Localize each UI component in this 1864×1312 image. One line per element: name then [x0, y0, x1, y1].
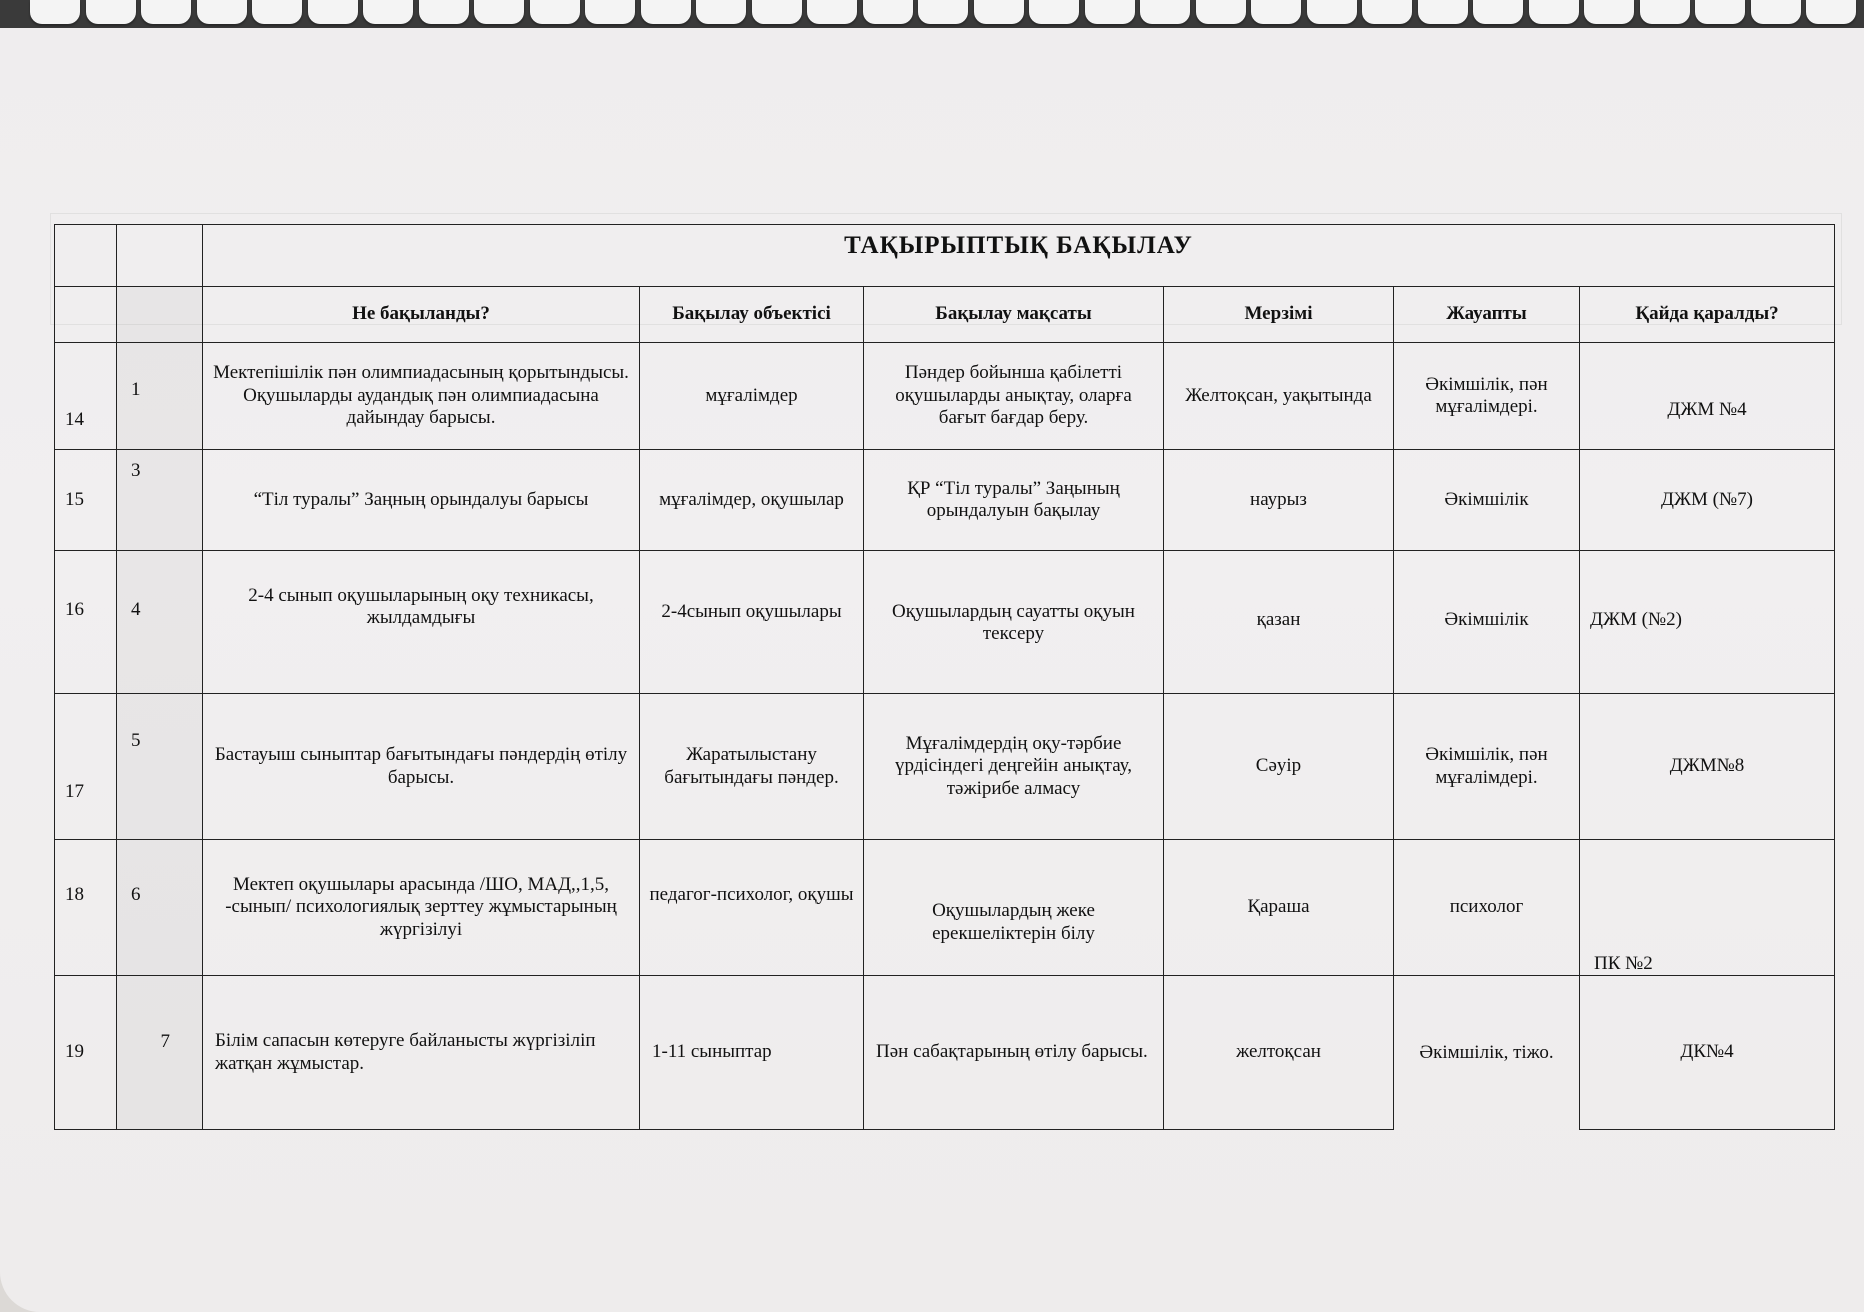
- binding-ring: [1751, 0, 1801, 24]
- binding-ring: [641, 0, 691, 24]
- table-row: [55, 840, 1835, 976]
- row-what: Білім сапасын көтеруге байланысты жүргізіліп жатқан жұмыстар.: [203, 976, 640, 1130]
- row-where: ДЖМ №4: [1580, 343, 1835, 450]
- header-where: Қайда қаралды?: [1580, 287, 1835, 343]
- binding-ring: [474, 0, 524, 24]
- binding-ring: [1418, 0, 1468, 24]
- row-sub-number: 4: [117, 551, 203, 694]
- binding-ring: [197, 0, 247, 24]
- binding-ring: [308, 0, 358, 24]
- header-goal: Бақылау мақсаты: [864, 287, 1164, 343]
- row-number: 19: [55, 976, 117, 1130]
- row-sub-number: 1: [117, 343, 203, 450]
- header-number: [55, 287, 117, 343]
- row-term: Қараша: [1164, 840, 1394, 976]
- binding-ring: [530, 0, 580, 24]
- binding-ring: [918, 0, 968, 24]
- binding-ring: [1140, 0, 1190, 24]
- row-what: Бастауыш сыныптар бағытындағы пәндердің өтілу барысы.: [203, 694, 640, 840]
- binding-ring: [974, 0, 1024, 24]
- title-row: [55, 225, 1835, 287]
- row-responsible: Әкімшілік, тіжо.: [1394, 976, 1580, 1130]
- row-responsible: психолог: [1394, 840, 1580, 976]
- row-number: 15: [55, 450, 117, 551]
- row-goal: Оқушылардың жеке ерекшеліктерін білу: [864, 840, 1164, 976]
- binding-ring: [1029, 0, 1079, 24]
- row-what: Мектепішілік пән олимпиадасының қорытындысы. Оқушыларды аудандық пән олимпиадасына дайындау барысы.: [203, 343, 640, 450]
- row-goal: Оқушылардың сауатты оқуын тексеру: [864, 551, 1164, 694]
- row-term: қазан: [1164, 551, 1394, 694]
- thematic-control-table: [54, 224, 1835, 1130]
- header-sub-number: [117, 287, 203, 343]
- row-responsible: Әкімшілік: [1394, 551, 1580, 694]
- row-goal: Пәндер бойынша қабілетті оқушыларды анықтау, оларға бағыт бағдар беру.: [864, 343, 1164, 450]
- header-what: Не бақыланды?: [203, 287, 640, 343]
- row-number: 17: [55, 694, 117, 840]
- binding-ring: [1362, 0, 1412, 24]
- row-responsible: Әкімшілік, пән мұғалімдері.: [1394, 343, 1580, 450]
- row-what: Мектеп оқушылары арасында /ШО, МАД,,1,5, -сынып/ психологиялық зерттеу жұмыстарының жүргізілуі: [203, 840, 640, 976]
- binding-ring: [585, 0, 635, 24]
- row-object: педагог-психолог, оқушы: [640, 840, 864, 976]
- row-number: 14: [55, 343, 117, 450]
- row-where: ДЖМ (№7): [1580, 450, 1835, 551]
- binding-ring: [86, 0, 136, 24]
- row-goal: Мұғалімдердің оқу-тәрбие үрдісіндегі деңгейін анықтау, тәжірибе алмасу: [864, 694, 1164, 840]
- binding-ring: [363, 0, 413, 24]
- table-row: [55, 450, 1835, 551]
- row-responsible: Әкімшілік: [1394, 450, 1580, 551]
- binding-ring: [1584, 0, 1634, 24]
- binding-ring: [1695, 0, 1745, 24]
- binding-ring: [696, 0, 746, 24]
- binding-ring: [863, 0, 913, 24]
- row-object: мұғалімдер, оқушылар: [640, 450, 864, 551]
- row-number: 16: [55, 551, 117, 694]
- binding-ring: [1529, 0, 1579, 24]
- table-row: [55, 694, 1835, 840]
- table-title: ТАҚЫРЫПТЫҚ БАҚЫЛАУ: [203, 225, 1835, 287]
- binding-ring: [1196, 0, 1246, 24]
- header-object: Бақылау объектісі: [640, 287, 864, 343]
- header-term: Мерзімі: [1164, 287, 1394, 343]
- binding-ring: [30, 0, 80, 24]
- row-object: мұғалімдер: [640, 343, 864, 450]
- row-where: ДК№4: [1580, 976, 1835, 1130]
- row-term: Желтоқсан, уақытында: [1164, 343, 1394, 450]
- row-object: 1-11 сыныптар: [640, 976, 864, 1130]
- binding-ring: [1251, 0, 1301, 24]
- row-sub-number: 7: [117, 976, 203, 1130]
- binding-ring: [1307, 0, 1357, 24]
- binding-ring: [1806, 0, 1856, 24]
- header-row: [55, 287, 1835, 343]
- row-object: 2-4сынып оқушылары: [640, 551, 864, 694]
- table-row: [55, 976, 1835, 1130]
- row-term: наурыз: [1164, 450, 1394, 551]
- row-goal: Пән сабақтарының өтілу барысы.: [864, 976, 1164, 1130]
- binding-ring: [1085, 0, 1135, 24]
- row-sub-number: 6: [117, 840, 203, 976]
- binding-ring: [419, 0, 469, 24]
- row-what: “Тіл туралы” Заңның орындалуы барысы: [203, 450, 640, 551]
- table-row: [55, 551, 1835, 694]
- row-goal: ҚР “Тіл туралы” Заңының орындалуын бақылау: [864, 450, 1164, 551]
- binding-ring: [752, 0, 802, 24]
- row-sub-number: 5: [117, 694, 203, 840]
- row-where: ДЖМ№8: [1580, 694, 1835, 840]
- title-spacer: [117, 225, 203, 287]
- row-number: 18: [55, 840, 117, 976]
- row-sub-number: 3: [117, 450, 203, 551]
- table-row: [55, 343, 1835, 450]
- row-object: Жаратылыстану бағытындағы пәндер.: [640, 694, 864, 840]
- binding-ring: [141, 0, 191, 24]
- row-term: Сәуір: [1164, 694, 1394, 840]
- binding-ring: [1473, 0, 1523, 24]
- binding-ring: [252, 0, 302, 24]
- row-what: 2-4 сынып оқушыларының оқу техникасы, жылдамдығы: [203, 551, 640, 694]
- row-term: желтоқсан: [1164, 976, 1394, 1130]
- row-where: ПК №2: [1580, 840, 1835, 976]
- binding-ring: [1640, 0, 1690, 24]
- row-where: ДЖМ (№2): [1580, 551, 1835, 694]
- row-responsible: Әкімшілік, пән мұғалімдері.: [1394, 694, 1580, 840]
- title-spacer: [55, 225, 117, 287]
- header-responsible: Жауапты: [1394, 287, 1580, 343]
- binding-ring: [807, 0, 857, 24]
